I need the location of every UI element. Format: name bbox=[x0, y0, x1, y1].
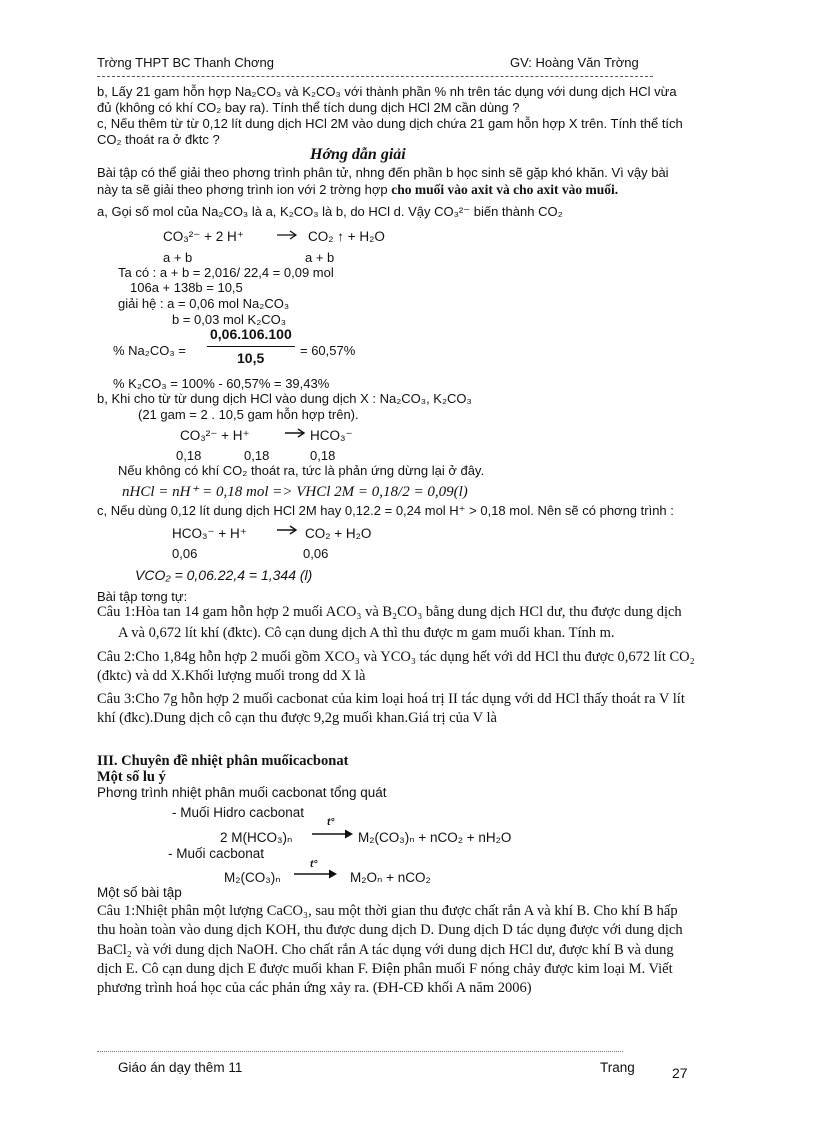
solution-intro1: Bài tập có thể giải theo phơng trình phân tử, nhng đến phần b học sinh sẽ gặp khó khăn. Vì vậy bài bbox=[97, 165, 669, 180]
problem-c-line1: c, Nếu thêm từ từ 0,12 lít dung dịch HCl 2M vào dung dịch chứa 21 gam hỗn hợp X trên. Tính thể tích bbox=[97, 116, 683, 131]
pct-k-line: % K₂CO₃ = 100% - 60,57% = 39,43% bbox=[113, 376, 330, 391]
arrow-right-icon bbox=[275, 524, 299, 536]
vco2-line: VCO₂ = 0,06.22,4 = 1,344 (l) bbox=[135, 567, 313, 583]
part-c-line: c, Nếu dùng 0,12 lít dung dịch HCl 2M hay 0,12.2 = 0,24 mol H⁺ > 0,18 mol. Nên sẽ có phơng trình : bbox=[97, 503, 674, 518]
taco-line: Ta có : a + b = 2,016/ 22,4 = 0,09 mol bbox=[118, 265, 334, 280]
footer-divider bbox=[97, 1051, 623, 1052]
exercise-q2-line1: Câu 2:Cho 1,84g hỗn hợp 2 muối gồm XCO₃ và YCO₃ tác dụng hết với dd HCl thu được 0,672 lít CO₂ bbox=[97, 649, 695, 665]
section3-note: Một số lu ý bbox=[97, 769, 166, 785]
eq6-right: M₂Oₙ + nCO₂ bbox=[350, 870, 431, 885]
pct-denominator: 10,5 bbox=[237, 350, 265, 366]
arrow-right-icon bbox=[292, 868, 338, 880]
eq3-left: CO₃²⁻ + H⁺ bbox=[180, 428, 250, 443]
footer-left: Giáo án dạy thêm 11 bbox=[118, 1060, 243, 1075]
fraction-bar bbox=[207, 346, 295, 347]
eq4-right: CO₂ + H₂O bbox=[305, 526, 372, 541]
problem-b-line1: b, Lấy 21 gam hỗn hợp Na₂CO₃ và K₂CO₃ với thành phần % nh trên tác dụng với dung dịch HCl vừa bbox=[97, 84, 677, 99]
section3-title: III. Chuyên đề nhiệt phân muốicacbonat bbox=[97, 753, 349, 769]
solution-intro2 bbox=[97, 181, 618, 199]
pct-result: = 60,57% bbox=[300, 343, 356, 358]
eq4-value: 0,06 bbox=[303, 546, 329, 561]
arrow-heat-label: t° bbox=[310, 859, 318, 870]
arrow-right-icon bbox=[275, 229, 299, 241]
part-b-line2: (21 gam = 2 . 10,5 gam hỗn hợp trên). bbox=[138, 407, 359, 422]
solution-heading: Hớng dẫn giải bbox=[310, 146, 406, 163]
header-divider bbox=[97, 76, 653, 77]
part-a-line: a, Gọi số mol của Na₂CO₃ là a, K₂CO₃ là b, do HCl d. Vậy CO₃²⁻ biến thành CO₂ bbox=[97, 204, 563, 219]
section3-some-exercises: Một số bài tập bbox=[97, 885, 182, 900]
intro2-bold: cho muối vào axit và cho axit vào muối. bbox=[391, 182, 619, 197]
problem1-line1: Câu 1:Nhiệt phân một lượng CaCO₃, sau một thời gian thu được chất rắn A và khí B. Cho khí B hấp bbox=[97, 903, 678, 919]
eq4-value: 0,06 bbox=[172, 546, 198, 561]
eq2-line: 106a + 138b = 10,5 bbox=[130, 280, 243, 295]
footer-right: Trang bbox=[600, 1060, 635, 1075]
exercise-q3-line2: khí (đkc).Dung dịch cô cạn thu được 9,2g muối khan.Giá trị của V là bbox=[97, 710, 497, 726]
pct-numerator: 0,06.106.100 bbox=[210, 326, 292, 342]
problem1-line5: phương trình hoá học của các phản ứng xảy ra. (ĐH-CĐ khối A năm 2006) bbox=[97, 980, 532, 996]
b-value-line: b = 0,03 mol K₂CO₃ bbox=[172, 312, 287, 327]
eq3-value: 0,18 bbox=[176, 448, 202, 463]
eq5-right: M₂(CO₃)ₙ + nCO₂ + nH₂O bbox=[358, 830, 512, 845]
section3-bullet2: - Muối cacbonat bbox=[168, 846, 265, 861]
nhcl-line: nHCl = nH⁺ = 0,18 mol => VHCl 2M = 0,18/2 = 0,09(l) bbox=[122, 484, 468, 500]
problem-b-line2: đủ (không có khí CO₂ bay ra). Tính thể tích dung dịch HCl 2M cần dùng ? bbox=[97, 100, 520, 115]
eq3-value: 0,18 bbox=[244, 448, 270, 463]
eq1-right: CO₂ ↑ + H₂O bbox=[308, 229, 385, 244]
problem-c-line2: CO₂ thoát ra ở đktc ? bbox=[97, 132, 220, 147]
eq4-left: HCO₃⁻ + H⁺ bbox=[172, 526, 247, 541]
exercises-title: Bài tập tơng tự: bbox=[97, 589, 188, 604]
eq1-under-right: a + b bbox=[305, 250, 335, 265]
pct-label: % Na₂CO₃ = bbox=[113, 343, 186, 358]
eq1-left: CO₃²⁻ + 2 H⁺ bbox=[163, 229, 244, 244]
arrow-right-icon bbox=[283, 427, 307, 439]
giai-he-line: giải hệ : a = 0,06 mol Na₂CO₃ bbox=[118, 296, 290, 311]
section3-general: Phơng trình nhiệt phân muối cacbonat tổng quát bbox=[97, 785, 387, 800]
exercise-q1-line1: Câu 1:Hòa tan 14 gam hỗn hợp 2 muối ACO₃ và B₂CO₃ bằng dung dịch HCl dư, thu được dung dịch bbox=[97, 604, 682, 620]
intro2-plain: này ta sẽ giải theo phơng trình ion với 2 trờng hợp bbox=[97, 182, 392, 197]
exercise-q1-line2: A và 0,672 lít khí (đktc). Cô cạn dung dịch A thì thu được m gam muối khan. Tính m. bbox=[118, 625, 615, 641]
exercise-q2-line2: (đktc) và dd X.Khối lượng muối trong dd X là bbox=[97, 668, 366, 684]
problem1-line4: dịch E. Cô cạn dung dịch E được muối khan F. Điện phân muối F nóng chảy được kim loại M. Viết bbox=[97, 961, 673, 977]
header-teacher: GV: Hoàng Văn Trờng bbox=[510, 55, 639, 70]
problem1-line3: BaCl₂ và với dung dịch NaOH. Cho chất rắn A tác dụng với dung dịch HCl dư, được khí B và dung bbox=[97, 942, 674, 958]
arrow-heat-label: t° bbox=[327, 817, 335, 828]
eq5-left: 2 M(HCO₃)ₙ bbox=[220, 830, 293, 845]
problem1-line2: thu hoàn toàn vào dung dịch KOH, thu được dung dịch D. Dung dịch D tác dụng được với dung dịch bbox=[97, 922, 683, 938]
stop-line: Nếu không có khí CO₂ thoát ra, tức là phản ứng dừng lại ở đây. bbox=[118, 463, 485, 478]
part-b-line1: b, Khi cho từ từ dung dịch HCl vào dung dịch X : Na₂CO₃, K₂CO₃ bbox=[97, 391, 472, 406]
section3-bullet1: - Muối Hidro cacbonat bbox=[172, 805, 305, 820]
eq6-left: M₂(CO₃)ₙ bbox=[224, 870, 281, 885]
exercise-q3-line1: Câu 3:Cho 7g hỗn hợp 2 muối cacbonat của kim loại hoá trị II tác dụng với dd HCl thấy thoát ra V lít bbox=[97, 691, 685, 707]
header-school: Trờng THPT BC Thanh Chơng bbox=[97, 55, 274, 70]
arrow-right-icon bbox=[310, 828, 354, 840]
eq3-value: 0,18 bbox=[310, 448, 336, 463]
eq1-under-left: a + b bbox=[163, 250, 193, 265]
eq3-right: HCO₃⁻ bbox=[310, 428, 353, 443]
page-number: 27 bbox=[672, 1065, 688, 1081]
